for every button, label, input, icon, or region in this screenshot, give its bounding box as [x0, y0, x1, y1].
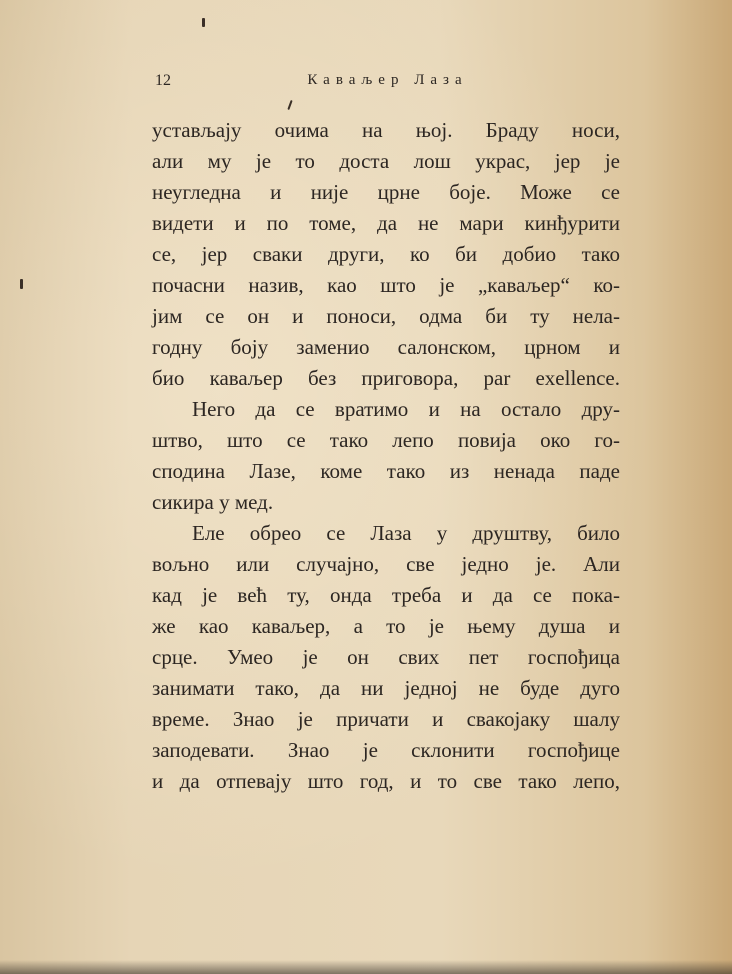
running-title: Каваљер Лаза — [307, 72, 468, 88]
text-line: вољно или случајно, све једно је. Али — [152, 552, 620, 576]
text-line: јим се он и поноси, одма би ту нела- — [152, 304, 620, 328]
paragraph-start-line: Него да се вратимо и на остало дру- — [192, 397, 620, 421]
page-header — [155, 72, 620, 94]
text-line: срце. Умео је он свих пет госпођица — [152, 645, 620, 669]
text-line: заподевати. Знао је склонити госпођице — [152, 738, 620, 762]
text-line: занимати тако, да ни једној не буде дуго — [152, 676, 620, 700]
text-line: устављају очима на њој. Браду носи, — [152, 118, 620, 142]
ink-speck — [20, 279, 23, 289]
body-text — [152, 115, 620, 797]
text-line: али му је то доста лош украс, јер је — [152, 149, 620, 173]
text-line: почасни назив, као што је „каваљер“ ко- — [152, 273, 620, 297]
text-line: кад је већ ту, онда треба и да се пока- — [152, 583, 620, 607]
text-line: же као каваљер, а то је њему душа и — [152, 614, 620, 638]
page-number: 12 — [155, 72, 171, 89]
text-line: видети и по томе, да не мари кинђурити — [152, 211, 620, 235]
text-line: годну боју заменио салонском, црном и — [152, 335, 620, 359]
text-line: време. Знао је причати и свакојаку шалу — [152, 707, 620, 731]
paragraph-start-line: Еле обрео се Лаза у друштву, било — [192, 521, 620, 545]
ink-speck — [202, 18, 205, 27]
paragraph-end-line: сикира у мед. — [152, 490, 274, 514]
text-line: био каваљер без приговора, par exellence. — [152, 366, 620, 390]
text-line: се, јер сваки други, ко би добио тако — [152, 242, 620, 266]
ink-speck — [287, 100, 292, 110]
text-line: и да отпевају што год, и то све тако лепо, — [152, 769, 620, 793]
text-line: неугледна и није црне боје. Може се — [152, 180, 620, 204]
text-line: сподина Лазе, коме тако из ненада паде — [152, 459, 620, 483]
text-line: штво, што се тако лепо повија око го- — [152, 428, 620, 452]
